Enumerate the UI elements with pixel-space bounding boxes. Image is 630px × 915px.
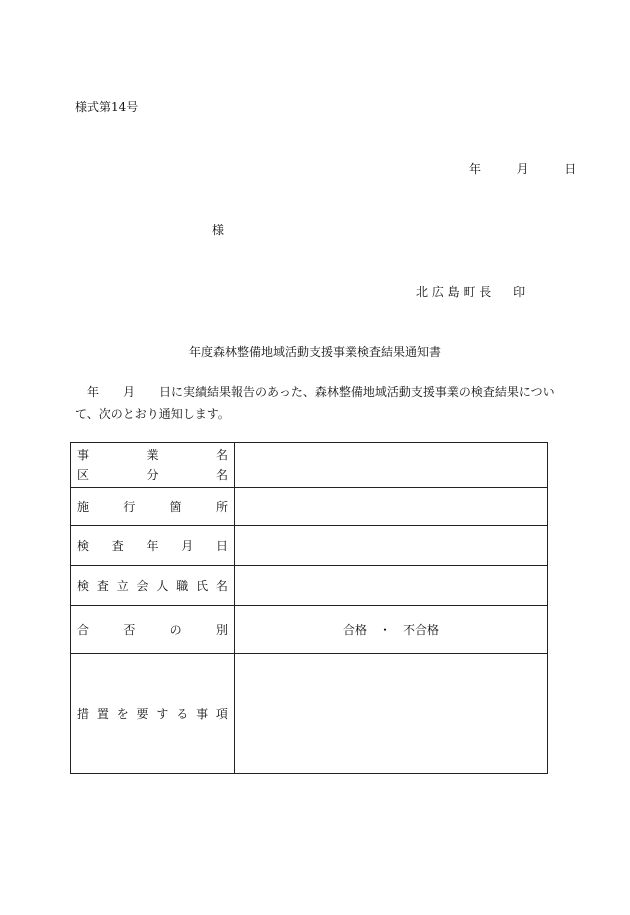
date-line xyxy=(469,160,576,177)
date-day: 日 xyxy=(564,162,577,176)
result-table xyxy=(70,442,548,774)
issuer-name: 北 広 島 町 長 xyxy=(416,285,492,299)
label-cell xyxy=(71,443,235,488)
seal-mark: 印 xyxy=(513,285,526,299)
label-inspection-date: 検 査 年 月 日 xyxy=(77,538,228,553)
label-measures: 措 置 を 要 す る 事 項 xyxy=(77,706,228,721)
label-category-name: 区 分 名 xyxy=(77,468,228,482)
body-text: 年 月 日に実績結果報告のあった、森林整備地域活動支援事業の検査結果について、次のとおり通知します。 xyxy=(75,385,555,421)
table-row-measures xyxy=(71,654,548,774)
witness-field[interactable] xyxy=(235,566,548,606)
site-field[interactable] xyxy=(235,488,548,526)
date-month: 月 xyxy=(516,162,529,176)
label-cell xyxy=(71,566,235,606)
label-cell xyxy=(71,654,235,774)
table-row-result xyxy=(71,606,548,654)
inspection-date-field[interactable] xyxy=(235,526,548,566)
label-business-name: 事 業 名 xyxy=(77,448,228,462)
table-row-site xyxy=(71,488,548,526)
document-title: 年度森林整備地域活動支援事業検査結果通知書 xyxy=(188,345,441,359)
result-value: 合格 ・ 不合格 xyxy=(235,606,548,654)
date-year: 年 xyxy=(469,162,482,176)
label-witness: 検 査 立 会 人 職 氏 名 xyxy=(77,578,228,593)
issuer-line xyxy=(416,283,525,300)
label-site: 施 行 箇 所 xyxy=(77,499,228,514)
label-cell xyxy=(71,488,235,526)
form-number: 様式第14号 xyxy=(75,100,139,114)
label-cell xyxy=(71,526,235,566)
table-row-business-name xyxy=(71,443,548,488)
business-name-field[interactable] xyxy=(235,443,548,488)
label-cell xyxy=(71,606,235,654)
addressee-suffix: 様 xyxy=(212,223,225,237)
measures-field[interactable] xyxy=(235,654,548,774)
label-result: 合 否 の 別 xyxy=(77,622,228,637)
table-row-witness xyxy=(71,566,548,606)
table-row-inspection-date xyxy=(71,526,548,566)
